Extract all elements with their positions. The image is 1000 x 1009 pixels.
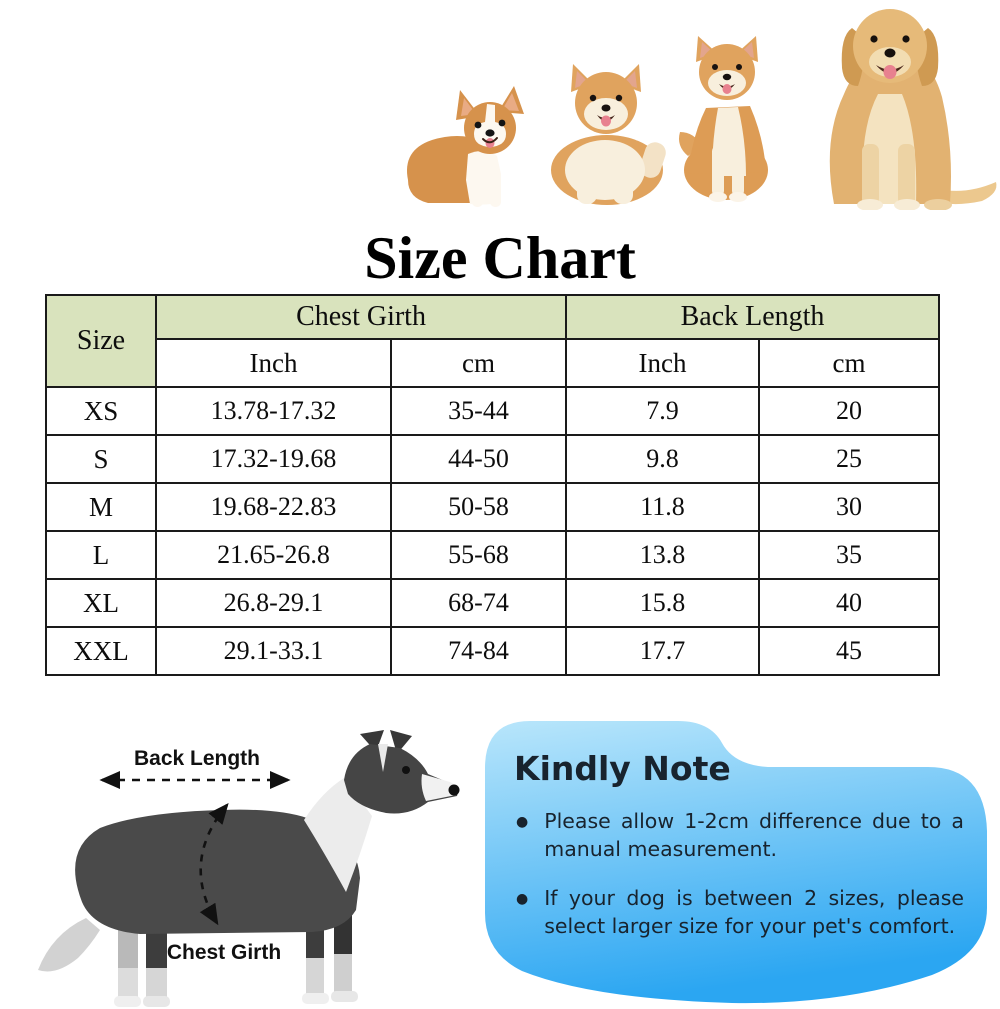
- chest-cm-cell: 68-74: [391, 579, 566, 627]
- chest-inch-cell: 19.68-22.83: [156, 483, 391, 531]
- back-cm-cell: 35: [759, 531, 939, 579]
- chest-inch-cell: 29.1-33.1: [156, 627, 391, 675]
- chest-cm-cell: 35-44: [391, 387, 566, 435]
- chest-girth-label: Chest Girth: [166, 941, 282, 964]
- chest-girth-header: Chest Girth: [156, 295, 566, 339]
- page-title: Size Chart: [364, 225, 636, 291]
- back-inch-unit: Inch: [566, 339, 759, 387]
- table-row: [46, 435, 939, 483]
- back-inch-cell: 11.8: [566, 483, 759, 531]
- back-inch-cell: 17.7: [566, 627, 759, 675]
- chest-cm-cell: 74-84: [391, 627, 566, 675]
- back-cm-cell: 30: [759, 483, 939, 531]
- bullet-dot-icon: ●: [516, 890, 529, 907]
- table-row: [46, 627, 939, 675]
- table-units-row: [46, 339, 939, 387]
- back-inch-cell: 9.8: [566, 435, 759, 483]
- measurement-diagram: [22, 720, 480, 1009]
- chest-inch-cell: 21.65-26.8: [156, 531, 391, 579]
- back-cm-cell: 45: [759, 627, 939, 675]
- back-inch-cell: 13.8: [566, 531, 759, 579]
- size-cell: M: [46, 483, 156, 531]
- note-bullet-text: Please allow 1-2cm difference due to a manual measurement.: [544, 809, 964, 862]
- kindly-note-box: [482, 713, 990, 1005]
- chest-cm-cell: 50-58: [391, 483, 566, 531]
- note-bullet-item: [516, 884, 964, 941]
- corgi-dog-image: [398, 84, 536, 210]
- note-bullet-text: If your dog is between 2 sizes, please select larger size for your pet's comfort.: [544, 885, 964, 938]
- note-bullet-item: [516, 807, 964, 864]
- table-header-row: [46, 295, 939, 339]
- golden-retriever-dog-image: [786, 2, 1000, 210]
- back-length-label: Back Length: [133, 747, 261, 770]
- back-cm-cell: 20: [759, 387, 939, 435]
- chest-cm-unit: cm: [391, 339, 566, 387]
- size-table: [45, 294, 940, 676]
- size-column-header: Size: [46, 295, 156, 387]
- size-cell: L: [46, 531, 156, 579]
- chest-cm-cell: 44-50: [391, 435, 566, 483]
- chest-inch-unit: Inch: [156, 339, 391, 387]
- note-title: Kindly Note: [514, 749, 731, 788]
- back-cm-cell: 25: [759, 435, 939, 483]
- bullet-dot-icon: ●: [516, 814, 529, 830]
- shiba-inu-lying-dog-image: [543, 58, 675, 208]
- back-length-header: Back Length: [566, 295, 939, 339]
- size-cell: S: [46, 435, 156, 483]
- back-inch-cell: 7.9: [566, 387, 759, 435]
- size-cell: XXL: [46, 627, 156, 675]
- chest-inch-cell: 13.78-17.32: [156, 387, 391, 435]
- table-row: [46, 483, 939, 531]
- note-bullet-list: [516, 807, 964, 960]
- size-cell: XL: [46, 579, 156, 627]
- chest-cm-cell: 55-68: [391, 531, 566, 579]
- shiba-inu-sitting-dog-image: [672, 28, 788, 208]
- table-row: [46, 531, 939, 579]
- chest-inch-cell: 26.8-29.1: [156, 579, 391, 627]
- size-cell: XS: [46, 387, 156, 435]
- table-row: [46, 579, 939, 627]
- border-collie-illustration: [38, 730, 460, 1007]
- back-cm-unit: cm: [759, 339, 939, 387]
- chest-inch-cell: 17.32-19.68: [156, 435, 391, 483]
- table-row: [46, 387, 939, 435]
- back-cm-cell: 40: [759, 579, 939, 627]
- back-inch-cell: 15.8: [566, 579, 759, 627]
